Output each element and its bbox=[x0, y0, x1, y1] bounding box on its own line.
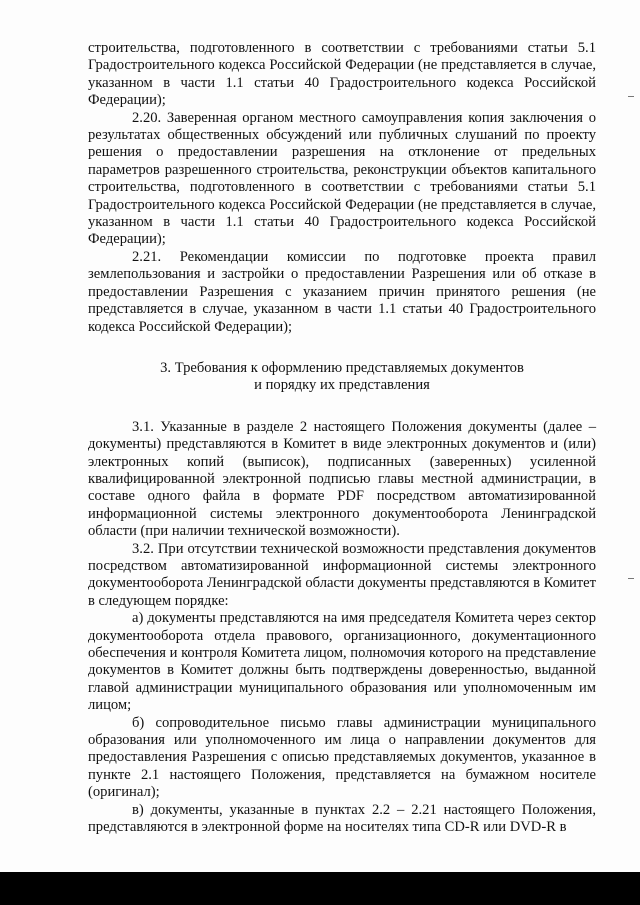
scan-edge-mark bbox=[628, 96, 634, 97]
list-item-a: а) документы представляются на имя председателя Комитета через сектор документооборота отдела правового, организационного, документационного обеспечения и контроля Комитета лицом, полномочия которого на представление документов в Комитет должны быть подтверждены доверенностью, выданной главой администрации муниципального образования или уполномоченным им лицом; bbox=[88, 610, 596, 714]
section-heading-line-2: и порядку их представления bbox=[254, 377, 430, 394]
paragraph-continuation: строительства, подготовленного в соответствии с требованиями статьи 5.1 Градостроительного кодекса Российской Федерации (не представляется в случае, указанном в части 1.1 статьи 40 Градостроительного кодекса Российской Федерации); bbox=[88, 40, 596, 109]
scan-edge-mark bbox=[628, 578, 634, 579]
document-body bbox=[88, 40, 596, 836]
paragraph-3-2: 3.2. При отсутствии технической возможности представления документов посредством автоматизированной информационной системы электронного документооборота Ленинградской области документы представляются в Комитет в следующем порядке: bbox=[88, 540, 596, 609]
paragraph-3-1: 3.1. Указанные в разделе 2 настоящего Положения документы (далее – документы) представляются в Комитет в виде электронных документов и (или) электронных копий (выписок), подписанных (заверенных) усиленной квалифицированной электронной подписью главы местной администрации, в составе одного файла в формате PDF посредством автоматизированной информационной системы электронного документооборота Ленинградской области (при наличии технической возможности). bbox=[88, 418, 596, 540]
section-heading-line-1: 3. Требования к оформлению представляемых документов bbox=[160, 359, 524, 376]
paragraph-2-21: 2.21. Рекомендации комиссии по подготовке проекта правил землепользования и застройки о предоставлении Разрешения или об отказе в предоставлении Разрешения с указанием причин принятого решения (не представляется в случае, указанном в части 1.1 статьи 40 Градостроительного кодекса Российской Федерации); bbox=[88, 248, 596, 335]
list-item-v: в) документы, указанные в пунктах 2.2 – 2.21 настоящего Положения, представляются в электронной форме на носителях типа CD-R или DVD-R в bbox=[88, 801, 596, 836]
list-item-b: б) сопроводительное письмо главы администрации муниципального образования или уполномоченного им лица о направлении документов для предоставления Разрешения с описью представляемых документов, указанное в пункте 2.1 настоящего Положения, представляется на бумажном носителе (оригинал); bbox=[88, 714, 596, 801]
scan-bottom-border bbox=[0, 872, 640, 905]
section-heading bbox=[88, 360, 596, 395]
paragraph-2-20: 2.20. Заверенная органом местного самоуправления копия заключения о результатах общественных обсуждений или публичных слушаний по проекту решения о предоставлении разрешения на отклонение от предельных параметров разрешенного строительства, реконструкции объектов капитального строительства, подготовленного в соответствии с требованиями статьи 5.1 Градостроительного кодекса Российской Федерации (не представляется в случае, указанном в части 1.1 статьи 40 Градостроительного кодекса Российской Федерации); bbox=[88, 109, 596, 248]
